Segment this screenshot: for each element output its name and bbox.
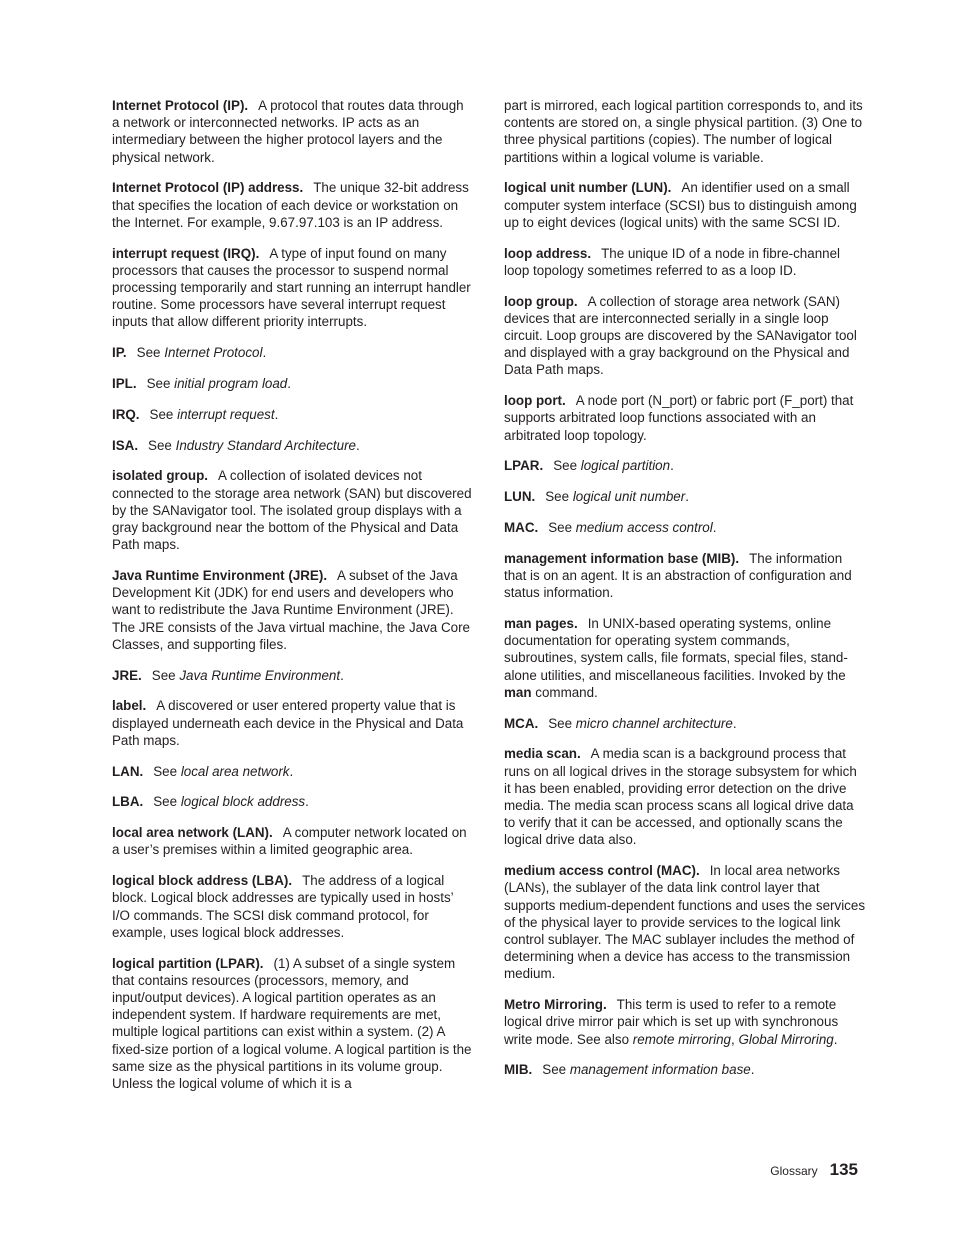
- cross-reference: Java Runtime Environment: [179, 667, 341, 683]
- cross-reference: Internet Protocol: [164, 345, 263, 361]
- glossary-entry: [112, 824, 472, 858]
- terminal-period: .: [833, 1031, 838, 1047]
- terminal-period: .: [670, 458, 674, 474]
- glossary-definition: The unique 32-bit address that specifies the location of each device or workstation on the Internet. For example, 9.67.97.103 is an IP address.: [112, 180, 469, 230]
- terminal-period: .: [262, 345, 267, 361]
- glossary-entry: [504, 615, 866, 701]
- glossary-entry: [504, 488, 866, 505]
- glossary-entry: [504, 293, 866, 379]
- glossary-term: logical block address (LBA).: [112, 873, 293, 889]
- glossary-entry: [504, 179, 866, 231]
- glossary-entry: [112, 245, 472, 331]
- terminal-period: .: [685, 489, 689, 505]
- glossary-entry: [112, 467, 472, 553]
- glossary-definition: In UNIX-based operating systems, online documentation for operating system commands, subroutines, system calls, file formats, special files, stand-alone utilities, and miscellaneous facilities. Invoked by the: [504, 616, 848, 683]
- glossary-definition: The information that is on an agent. It is an abstraction of configuration and status information.: [504, 550, 852, 601]
- glossary-term: IRQ.: [112, 406, 140, 422]
- cross-reference: logical unit number: [572, 489, 686, 505]
- see-label: See: [153, 763, 178, 779]
- glossary-term: loop group.: [504, 293, 578, 309]
- glossary-entry: [504, 457, 866, 474]
- glossary-term: loop port.: [504, 393, 566, 409]
- cross-reference: micro channel architecture: [575, 715, 733, 731]
- terminal-period: .: [712, 520, 717, 536]
- glossary-entry: [504, 245, 866, 279]
- cross-reference: local area network: [180, 763, 290, 779]
- glossary-entry: [504, 519, 866, 536]
- glossary-entry: [112, 97, 472, 166]
- glossary-term: LUN.: [504, 489, 536, 505]
- see-label: See: [548, 520, 573, 536]
- glossary-definition: An identifier used on a small computer system interface (SCSI) bus to distinguish among up to eight devices (logical units) with the same SCSI ID.: [504, 180, 857, 230]
- glossary-term: logical unit number (LUN).: [504, 180, 672, 196]
- glossary-term: loop address.: [504, 245, 592, 261]
- glossary-definition: This term is used to refer to a remote logical drive mirror pair which is set up with synchronous write mode. See also: [504, 997, 839, 1047]
- cross-reference: interrupt request: [177, 406, 275, 422]
- glossary-term: isolated group.: [112, 468, 208, 484]
- see-label: See: [149, 406, 174, 422]
- glossary-definition: A subset of the Java Development Kit (JDK) for end users and developers who want to redistribute the Java Runtime Environment (JRE). The JRE consists of the Java virtual machine, the Java Core Classes, and supporting files.: [112, 568, 470, 652]
- glossary-entry: [504, 715, 866, 732]
- cross-reference: initial program load: [174, 376, 288, 392]
- cross-reference: medium access control: [575, 520, 713, 536]
- glossary-entry: [504, 97, 866, 166]
- glossary-entry: [112, 793, 472, 810]
- glossary-term: MIB.: [504, 1062, 533, 1078]
- terminal-period: .: [340, 667, 344, 683]
- terminal-period: .: [750, 1062, 755, 1078]
- glossary-term: label.: [112, 698, 147, 714]
- see-label: See: [542, 1062, 567, 1078]
- glossary-definition: A protocol that routes data through a network or interconnected networks. IP acts as an intermediary between the higher protocol layers and the physical network.: [112, 98, 464, 165]
- glossary-term: media scan.: [504, 746, 581, 762]
- glossary-term: Internet Protocol (IP) address.: [112, 180, 304, 196]
- glossary-entry: [112, 406, 472, 423]
- glossary-definition: (1) A subset of a single system that contains resources (processors, memory, and input/output devices). A logical partition operates as an independent system. If hardware requirements are met, multiple logical partitions can exist within a system. (2) A fixed-size portion of a logical volume. A logical partition is the same size as the physical partitions in its volume group. Unless the logical volume of which it is a: [112, 955, 472, 1092]
- glossary-term: Internet Protocol (IP).: [112, 98, 249, 113]
- terminal-period: .: [274, 406, 279, 422]
- glossary-term: local area network (LAN).: [112, 825, 273, 841]
- page-footer: [770, 1160, 858, 1180]
- see-label: See: [545, 489, 570, 505]
- glossary-entry: [504, 862, 866, 982]
- terminal-period: .: [287, 376, 291, 392]
- glossary-definition: A node port (N_port) or fabric port (F_port) that supports arbitrated loop functions associated with an arbitrated loop topology.: [504, 393, 854, 443]
- glossary-entry: [112, 955, 472, 1093]
- glossary-entry: [112, 437, 472, 454]
- see-label: See: [553, 458, 578, 474]
- see-label: See: [153, 794, 178, 810]
- cross-reference: remote mirroring: [632, 1031, 732, 1047]
- glossary-term: management information base (MIB).: [504, 550, 740, 566]
- glossary-entry: [112, 667, 472, 684]
- glossary-term: MCA.: [504, 715, 539, 731]
- cross-reference: logical partition: [580, 458, 671, 474]
- glossary-definition: part is mirrored, each logical partition corresponds to, and its contents are stored on, a single physical partition. (3) One to three physical partitions (copies). The number of logical partitions within a logical volume is variable.: [504, 98, 863, 165]
- glossary-definition: The unique ID of a node in fibre-channel loop topology sometimes referred to as a loop ID.: [504, 245, 841, 278]
- glossary-entry: [112, 872, 472, 941]
- glossary-term: interrupt request (IRQ).: [112, 245, 260, 261]
- see-label: See: [151, 667, 176, 683]
- glossary-term: medium access control (MAC).: [504, 863, 700, 879]
- see-label: See: [146, 376, 171, 392]
- glossary-entry: [112, 697, 472, 749]
- see-label: See: [136, 345, 161, 361]
- glossary-definition: In local area networks (LANs), the sublayer of the data link control layer that supports medium-dependent functions and uses the services of the physical layer to provide services to the logical link control sublayer. The MAC sublayer includes the method of determining when a device has access to the transmission medium.: [504, 863, 866, 982]
- cross-reference: logical block address: [180, 794, 306, 810]
- cross-reference: management information base: [569, 1062, 751, 1078]
- glossary-term: LAN.: [112, 763, 144, 779]
- right-column: [504, 97, 866, 1092]
- glossary-entry: [504, 392, 866, 444]
- left-column: [112, 97, 472, 1106]
- terminal-period: .: [289, 763, 294, 779]
- see-label: See: [548, 715, 573, 731]
- definition-tail: command.: [531, 684, 598, 700]
- glossary-entry: [112, 375, 472, 392]
- glossary-term: Metro Mirroring.: [504, 997, 607, 1013]
- footer-section-label: Glossary: [770, 1164, 818, 1178]
- glossary-term: Java Runtime Environment (JRE).: [112, 568, 328, 584]
- glossary-term: man pages.: [504, 616, 578, 632]
- cross-reference: Industry Standard Architecture: [175, 437, 356, 453]
- glossary-term: IPL.: [112, 376, 137, 392]
- glossary-definition: A media scan is a background process that runs on all logical drives in the storage subsystem for which it has been enabled, providing error detection on the drive media. The media scan process scans all logical drive data to verify that it can be accessed, and optionally scans the logical drive data also.: [504, 746, 857, 848]
- glossary-term: JRE.: [112, 667, 142, 683]
- glossary-term: ISA.: [112, 437, 139, 453]
- glossary-entry: [504, 996, 866, 1048]
- cross-reference: Global Mirroring: [738, 1031, 834, 1047]
- terminal-period: .: [732, 715, 737, 731]
- glossary-definition: A computer network located on a user’s premises within a limited geographic area.: [112, 825, 467, 858]
- glossary-term: logical partition (LPAR).: [112, 955, 264, 971]
- glossary-term: LPAR.: [504, 458, 544, 474]
- glossary-definition: A collection of storage area network (SAN) devices that are interconnected serially in a single loop circuit. Loop groups are discovered by the SANavigator tool and displayed with a gray background on the Physical and Data Path maps.: [504, 293, 857, 378]
- command-name: man: [504, 684, 532, 700]
- glossary-entry: [504, 745, 866, 848]
- glossary-term: LBA.: [112, 794, 144, 810]
- glossary-term: MAC.: [504, 520, 539, 536]
- glossary-entry: [504, 550, 866, 602]
- terminal-period: .: [305, 794, 309, 810]
- glossary-definition: A type of input found on many processors that causes the processor to suspend normal processing temporarily and start running an interrupt handler routine. Some processors have several interrupt request inputs that allow different priority interrupts.: [112, 245, 471, 330]
- glossary-entry: [504, 1061, 866, 1078]
- glossary-entry: [112, 567, 472, 653]
- glossary-definition: A discovered or user entered property value that is displayed underneath each device in the Physical and Data Path maps.: [112, 698, 464, 748]
- glossary-entry: [112, 344, 472, 361]
- glossary-definition: A collection of isolated devices not connected to the storage area network (SAN) but discovered by the SANavigator tool. The isolated group displays with a gray background near the bottom of the Physical and Data Path maps.: [112, 468, 472, 553]
- glossary-term: IP.: [112, 345, 127, 361]
- glossary-definition: The address of a logical block. Logical block addresses are typically used in hosts’ I/O commands. The SCSI disk command protocol, for example, uses logical block addresses.: [112, 873, 454, 940]
- see-label: See: [148, 437, 172, 453]
- glossary-entry: [112, 179, 472, 231]
- separator: ,: [731, 1031, 739, 1047]
- page-number: 135: [829, 1160, 858, 1179]
- terminal-period: .: [355, 437, 360, 453]
- glossary-entry: [112, 763, 472, 780]
